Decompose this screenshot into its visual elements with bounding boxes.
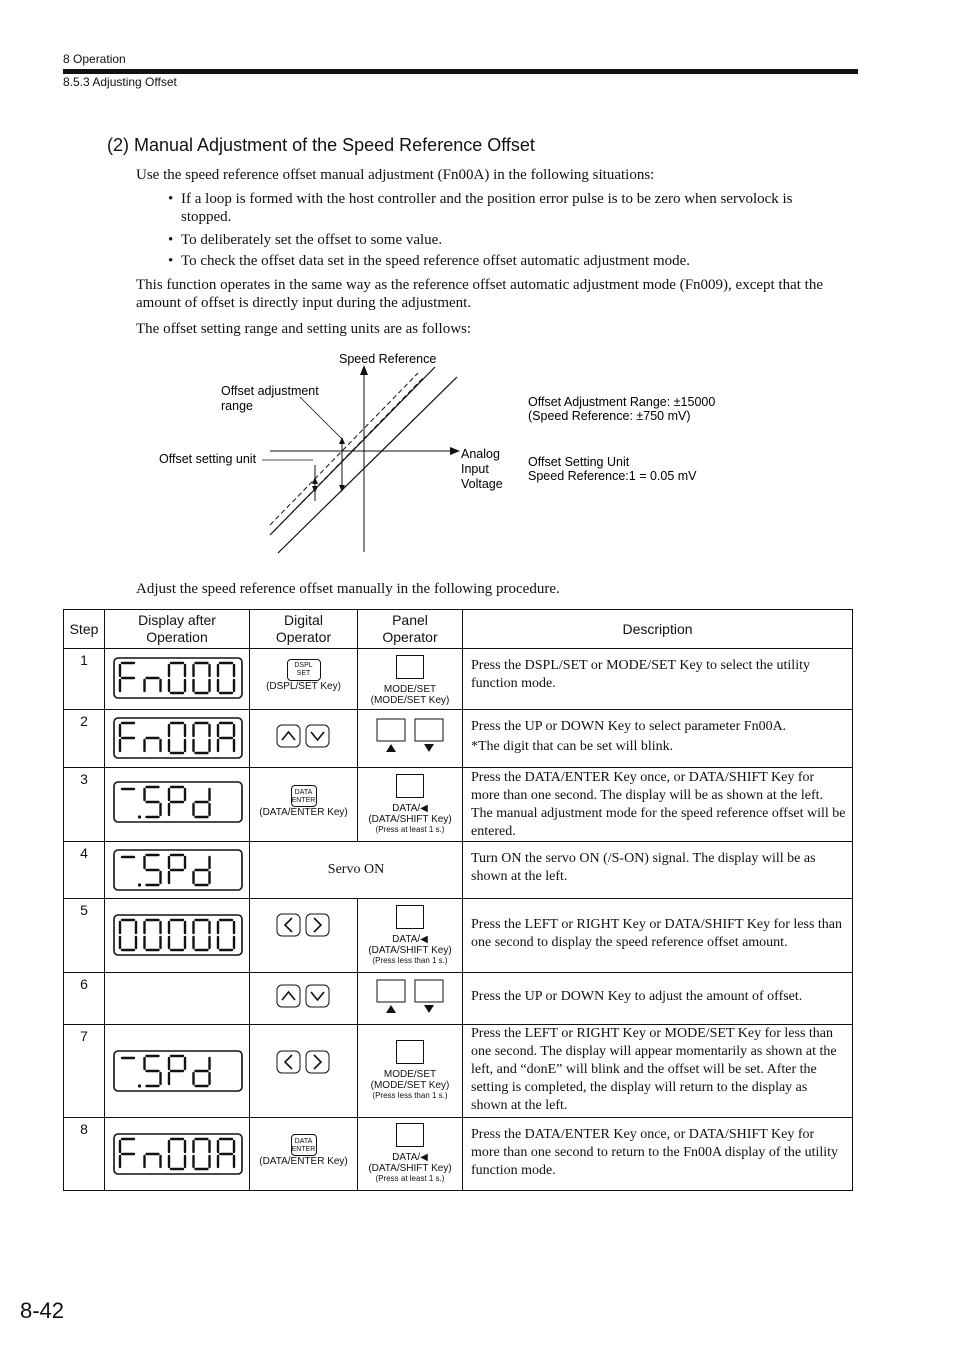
offset-diagram (150, 345, 750, 560)
bullet-item: • If a loop is formed with the host controller and the position error pulse is to be zero when servolock is stopped. (168, 190, 848, 230)
reference-line-dashed (274, 377, 424, 531)
x-axis-arrow (450, 447, 460, 455)
bullet-item: • To check the offset data set in the speed reference offset automatic adjustment mode. (168, 252, 848, 270)
key-label: DATA/◀ (392, 1152, 428, 1163)
seven-seg-display (113, 657, 243, 699)
description-cell: Press the UP or DOWN Key to adjust the amount of offset. (463, 973, 853, 1025)
display-cell (105, 1025, 250, 1118)
up-triangle-icon (386, 744, 396, 752)
data-enter-key[interactable]: DATA ENTER (291, 785, 317, 807)
panel-operator-cell (358, 1118, 463, 1191)
display-cell (105, 649, 250, 710)
range-text-1: Offset Adjustment Range: ±15000 (528, 395, 716, 409)
step-number: 4 (64, 842, 105, 899)
section-header: 8.5.3 Adjusting Offset (63, 75, 177, 89)
adjustment-range-label-2: range (221, 399, 253, 413)
key-label: MODE/SET (383, 1069, 437, 1080)
data-enter-key[interactable]: DATA ENTER (291, 1134, 317, 1156)
bullet-text: If a loop is formed with the host controller and the position error pulse is to be zero when servolock is stopped. (181, 191, 793, 225)
panel-operator-cell (358, 710, 463, 768)
header-display: Display after Operation (105, 610, 250, 649)
key-note: (Press less than 1 s.) (372, 956, 448, 965)
display-cell (105, 842, 250, 899)
unit-text-2: Speed Reference:1 = 0.05 mV (528, 469, 697, 483)
page-number: 8-42 (20, 1298, 65, 1323)
key-label: (DATA/SHIFT Key) (368, 945, 452, 956)
table-row (64, 1118, 853, 1191)
header-step: Step (64, 610, 105, 649)
panel-operator-cell (358, 1025, 463, 1118)
display-cell (105, 973, 250, 1025)
up-down-panel-keys (372, 718, 448, 758)
down-triangle-icon (424, 744, 434, 752)
left-key[interactable] (277, 914, 300, 936)
offset-bound-lower (278, 377, 457, 553)
step-number: 1 (64, 649, 105, 710)
up-arrow-icon (282, 732, 295, 740)
range-text-2: (Speed Reference: ±750 mV) (528, 409, 691, 423)
header-rule (63, 69, 858, 74)
display-cell (105, 899, 250, 973)
panel-operator-cell (358, 649, 463, 710)
description-cell: Press the DATA/ENTER Key once, or DATA/SHIFT Key for more than one second to return to the Fn00A display of the utility function mode. (463, 1118, 853, 1191)
key-label: DATA/◀ (392, 934, 428, 945)
data-shift-key[interactable] (396, 774, 424, 798)
display-dot (138, 1084, 141, 1087)
panel-operator-cell (358, 973, 463, 1025)
section-title: (2) Manual Adjustment of the Speed Reference Offset (107, 135, 535, 155)
display-cell (105, 710, 250, 768)
seven-seg-display (113, 849, 243, 891)
seven-seg-display (113, 1050, 243, 1092)
key-label: (DATA/ENTER Key) (259, 807, 348, 818)
step-number: 2 (64, 710, 105, 768)
description-cell: Press the LEFT or RIGHT Key or MODE/SET Key for less than one second. The display will appear momentarily as shown at the left, and “donE” will blink and the offset will be set. After the setting is completed, the display will return to the display as shown at the left. (463, 1025, 853, 1118)
display-cell (105, 1118, 250, 1191)
key-label: (DATA/SHIFT Key) (368, 814, 452, 825)
unit-text-1: Offset Setting Unit (528, 455, 630, 469)
chapter-header: 8 Operation (63, 52, 126, 66)
y-axis-arrow (360, 365, 368, 375)
key-label: (DATA/SHIFT Key) (368, 1163, 452, 1174)
key-label: DATA/◀ (392, 803, 428, 814)
step-number: 5 (64, 899, 105, 973)
digital-operator-cell (250, 1025, 358, 1118)
display-cell (105, 768, 250, 842)
dspl-set-key[interactable]: DSPL SET (287, 659, 321, 681)
down-key[interactable] (306, 985, 329, 1007)
step-number: 6 (64, 973, 105, 1025)
up-down-keys (276, 984, 332, 1008)
left-key[interactable] (277, 1051, 300, 1073)
range-intro-paragraph: The offset setting range and setting units are as follows: (136, 321, 472, 337)
digital-operator-cell (250, 899, 358, 973)
seven-seg-display (113, 1133, 243, 1175)
down-arrow-icon (311, 732, 324, 740)
down-triangle-icon (424, 1005, 434, 1013)
table-row (64, 973, 853, 1025)
key-label: MODE/SET (383, 684, 437, 695)
up-arrow-icon (282, 992, 295, 1000)
step-number: 7 (64, 1025, 105, 1118)
left-right-keys (276, 913, 332, 937)
data-shift-key[interactable] (396, 1123, 424, 1147)
description-cell: Press the DSPL/SET or MODE/SET Key to select the utility function mode. (463, 649, 853, 710)
up-key[interactable] (377, 719, 405, 741)
seven-seg-display (113, 914, 243, 956)
arrowhead (312, 477, 318, 484)
seven-seg-display (113, 717, 243, 759)
panel-operator-cell (358, 768, 463, 842)
left-arrow-icon (285, 1055, 292, 1069)
right-key[interactable] (306, 914, 329, 936)
left-right-keys (276, 1050, 332, 1074)
setting-unit-label: Offset setting unit (159, 452, 257, 466)
digital-operator-cell (250, 649, 358, 710)
bullet-item: • To deliberately set the offset to some value. (168, 231, 848, 249)
up-triangle-icon (386, 1005, 396, 1013)
y-axis-label: Speed Reference (339, 352, 437, 366)
servo-on-cell: Servo ON (250, 842, 463, 899)
down-key[interactable] (415, 980, 443, 1002)
table-row (64, 842, 853, 899)
digital-operator-cell (250, 1118, 358, 1191)
header-panel-operator: Panel Operator (358, 610, 463, 649)
up-down-panel-keys (372, 979, 448, 1019)
mode-set-key[interactable] (396, 1040, 424, 1064)
key-note: (Press at least 1 s.) (375, 825, 445, 834)
right-key[interactable] (306, 1051, 329, 1073)
x-axis-label-1: Analog (461, 447, 500, 461)
description-cell: Press the DATA/ENTER Key once, or DATA/SHIFT Key for more than one second. The display will be as shown at the left. The manual adjustment mode for the speed reference offset will be entered. (463, 768, 853, 842)
display-dot (138, 815, 141, 818)
digital-operator-cell (250, 768, 358, 842)
adjustment-range-label: Offset adjustment (221, 384, 319, 398)
table-row (64, 710, 853, 768)
down-arrow-icon (311, 992, 324, 1000)
down-key[interactable] (415, 719, 443, 741)
table-row (64, 768, 853, 842)
right-arrow-icon (314, 918, 321, 932)
procedure-intro: Adjust the speed reference offset manually in the following procedure. (136, 581, 560, 597)
up-key[interactable] (377, 980, 405, 1002)
up-key[interactable] (277, 725, 300, 747)
table-row (64, 649, 853, 710)
header-digital-operator: Digital Operator (250, 610, 358, 649)
table-header-row (64, 610, 853, 649)
left-arrow-icon (285, 918, 292, 932)
description-cell: Press the UP or DOWN Key to select parameter Fn00A. *The digit that can be set will blink. (463, 710, 853, 768)
description-cell: Press the LEFT or RIGHT Key or DATA/SHIFT Key for less than one second to display the speed reference offset amount. (463, 899, 853, 973)
key-label: (DSPL/SET Key) (266, 681, 341, 692)
data-shift-key[interactable] (396, 905, 424, 929)
header-description: Description (463, 610, 853, 649)
display-dot (138, 883, 141, 886)
up-down-keys (276, 724, 332, 748)
function-paragraph: This function operates in the same way as the reference offset automatic adjustment mode (Fn009), except that the amount of offset is directly input during the adjustment. (136, 277, 823, 311)
procedure-table (63, 609, 853, 1191)
seven-seg-display (113, 781, 243, 823)
panel-operator-cell (358, 899, 463, 973)
x-axis-label-2: Input (461, 462, 489, 476)
key-label: (MODE/SET Key) (370, 1080, 450, 1091)
digital-operator-cell (250, 710, 358, 768)
bullet-text: To deliberately set the offset to some value. (181, 232, 443, 248)
key-label: (DATA/ENTER Key) (259, 1156, 348, 1167)
table-row (64, 899, 853, 973)
digital-operator-cell (250, 973, 358, 1025)
key-note: (Press at least 1 s.) (375, 1174, 445, 1183)
key-label: (MODE/SET Key) (370, 695, 450, 706)
x-axis-label-3: Voltage (461, 477, 503, 491)
down-key[interactable] (306, 725, 329, 747)
intro-paragraph: Use the speed reference offset manual adjustment (Fn00A) in the following situations: (136, 167, 655, 183)
up-key[interactable] (277, 985, 300, 1007)
right-arrow-icon (314, 1055, 321, 1069)
step-number: 3 (64, 768, 105, 842)
step-number: 8 (64, 1118, 105, 1191)
key-note: (Press less than 1 s.) (372, 1091, 448, 1100)
table-row (64, 1025, 853, 1118)
description-cell: Turn ON the servo ON (/S-ON) signal. The display will be as shown at the left. (463, 842, 853, 899)
leader-line (300, 397, 342, 439)
arrowhead (339, 437, 345, 444)
bullet-text: To check the offset data set in the speed reference offset automatic adjustment mode. (181, 253, 691, 269)
mode-set-key[interactable] (396, 655, 424, 679)
